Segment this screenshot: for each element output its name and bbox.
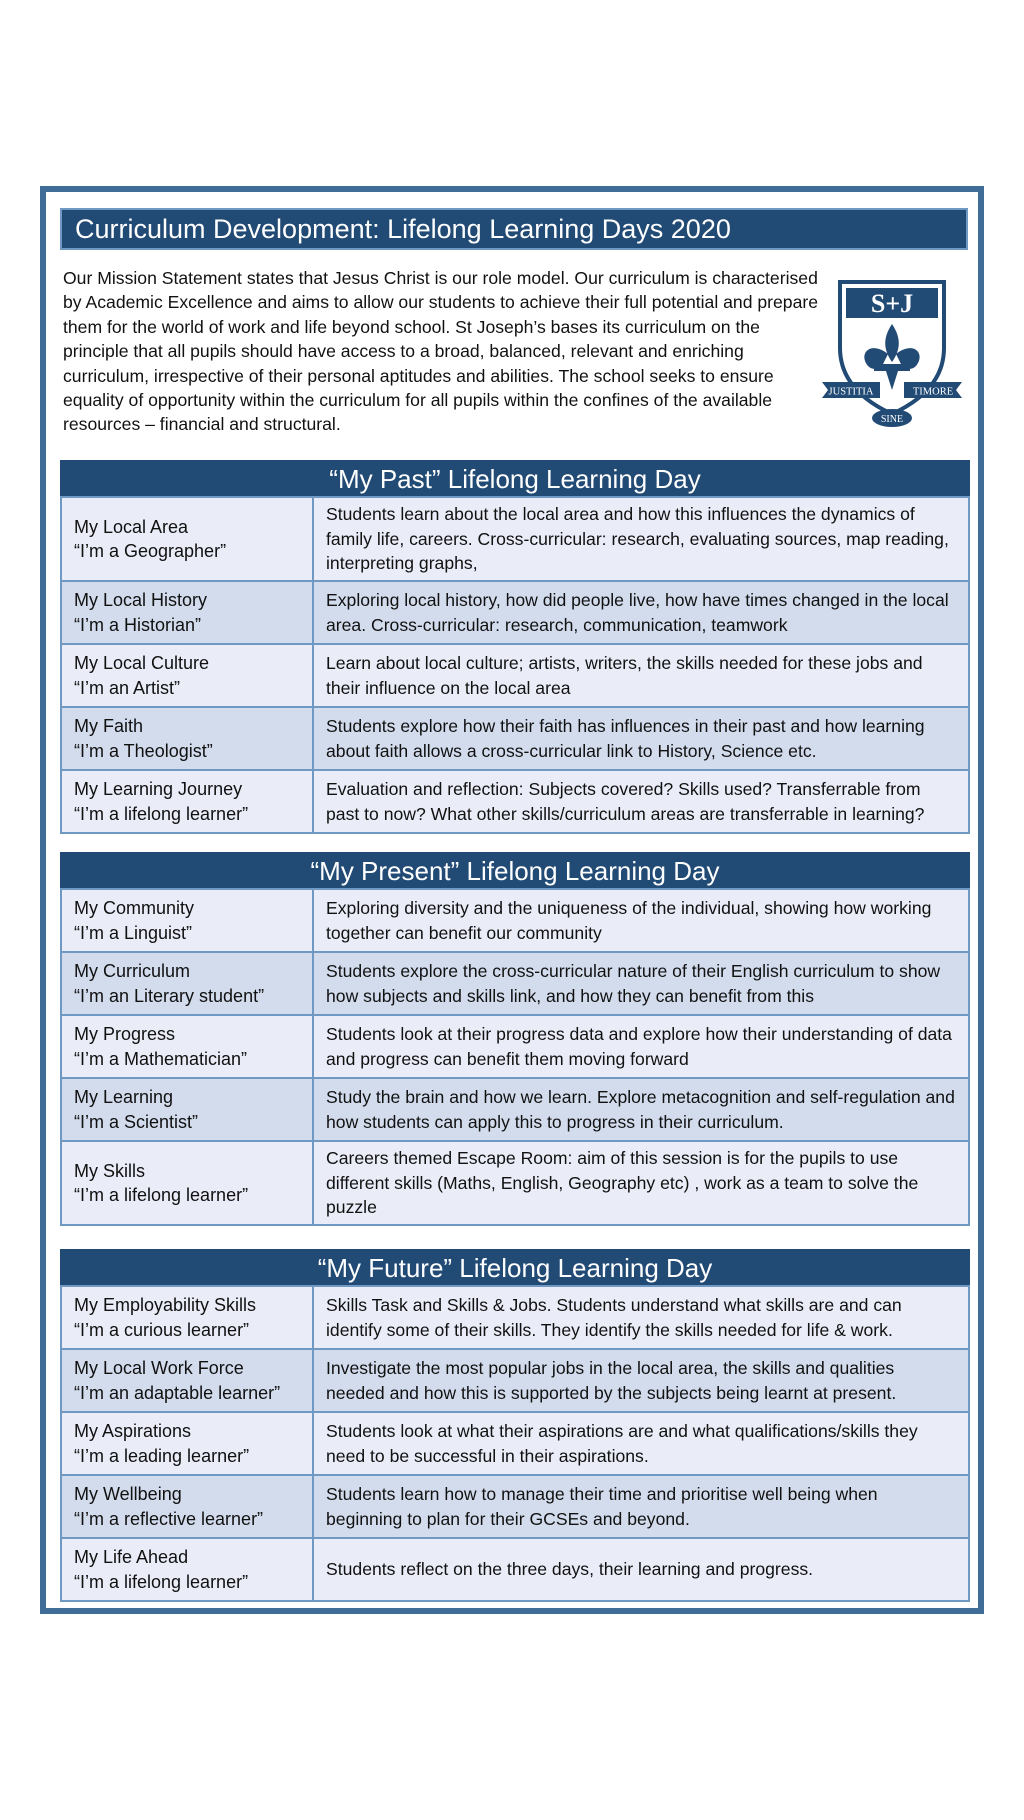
row-label: My Local Work Force “I’m an adaptable learner” [61, 1349, 313, 1412]
table-row [61, 952, 969, 1015]
table-row [61, 1078, 969, 1141]
table-row [61, 1475, 969, 1538]
section-heading: “My Future” Lifelong Learning Day [60, 1249, 970, 1285]
row-label: My Local Culture “I’m an Artist” [61, 644, 313, 707]
mission-statement: Our Mission Statement states that Jesus Christ is our role model. Our curriculum is characterised by Academic Excellence and aims to allow our students to achieve their full potential and prepare them for the world of work and life beyond school. St Joseph’s bases its curriculum on the principle that all pupils should have access to a broad, balanced, relevant and enriching curriculum, irrespective of their personal aptitudes and abilities. The school seeks to ensure equality of opportunity within the curriculum for all pupils within the confines of the available resources – financial and structural. [63, 268, 819, 435]
row-description: Investigate the most popular jobs in the local area, the skills and qualities needed and how this is supported by the subjects being learnt at present. [313, 1349, 969, 1412]
row-description: Students look at what their aspirations are and what qualifications/skills they need to be successful in their aspirations. [313, 1412, 969, 1475]
crest-motto-right: TIMORE [912, 386, 954, 398]
table-row [61, 1141, 969, 1225]
section-table [60, 496, 970, 834]
row-label: My Employability Skills “I’m a curious learner” [61, 1286, 313, 1349]
section-table [60, 888, 970, 1226]
table-row [61, 707, 969, 770]
row-description: Students look at their progress data and explore how their understanding of data and progress can benefit them moving forward [313, 1015, 969, 1078]
row-label: My Faith “I’m a Theologist” [61, 707, 313, 770]
document-frame [40, 186, 984, 1614]
row-description: Evaluation and reflection: Subjects covered? Skills used? Transferrable from past to now? What other skills/curriculum areas are transferrable in learning? [313, 770, 969, 833]
crest-motto-bottom: SINE [880, 414, 904, 425]
row-description: Learn about local culture; artists, writers, the skills needed for these jobs and their influence on the local area [313, 644, 969, 707]
table-row [61, 1538, 969, 1601]
row-label: My Community “I’m a Linguist” [61, 889, 313, 952]
row-label: My Wellbeing “I’m a reflective learner” [61, 1475, 313, 1538]
table-row [61, 1015, 969, 1078]
section-table [60, 1285, 970, 1602]
row-label: My Aspirations “I’m a leading learner” [61, 1412, 313, 1475]
table-row [61, 1412, 969, 1475]
table-row [61, 1286, 969, 1349]
page-title: Curriculum Development: Lifelong Learning Days 2020 [60, 208, 968, 250]
row-description: Students explore the cross-curricular nature of their English curriculum to show how subjects and skills link, and how they can benefit from this [313, 952, 969, 1015]
row-description: Skills Task and Skills & Jobs. Students understand what skills are and can identify some of their skills. They identify the skills needed for life & work. [313, 1286, 969, 1349]
table-row [61, 1349, 969, 1412]
row-label: My Curriculum “I’m an Literary student” [61, 952, 313, 1015]
row-label: My Life Ahead “I’m a lifelong learner” [61, 1538, 313, 1601]
table-row [61, 889, 969, 952]
school-crest-logo [820, 270, 964, 432]
row-label: My Learning “I’m a Scientist” [61, 1078, 313, 1141]
crest-motto-left: JUSTITIA [828, 386, 874, 398]
row-label: My Local Area “I’m a Geographer” [61, 497, 313, 581]
section-heading: “My Past” Lifelong Learning Day [60, 460, 970, 496]
table-row [61, 497, 969, 581]
table-row [61, 644, 969, 707]
row-description: Exploring diversity and the uniqueness of the individual, showing how working together can benefit our community [313, 889, 969, 952]
section-my-future [60, 1249, 970, 1602]
table-row [61, 581, 969, 644]
section-my-present [60, 852, 970, 1226]
row-description: Students learn about the local area and how this influences the dynamics of family life, careers. Cross-curricular: research, evaluating sources, map reading, interpreting graphs, [313, 497, 969, 581]
section-my-past [60, 460, 970, 834]
row-description: Study the brain and how we learn. Explore metacognition and self-regulation and how students can apply this to progress in their curriculum. [313, 1078, 969, 1141]
row-description: Students explore how their faith has influences in their past and how learning about faith allows a cross-curricular link to History, Science etc. [313, 707, 969, 770]
row-label: My Progress “I’m a Mathematician” [61, 1015, 313, 1078]
section-heading: “My Present” Lifelong Learning Day [60, 852, 970, 888]
row-description: Exploring local history, how did people live, how have times changed in the local area. Cross-curricular: research, communication, teamwork [313, 581, 969, 644]
crest-letters: S+J [870, 289, 914, 318]
row-description: Students learn how to manage their time and prioritise well being when beginning to plan for their GCSEs and beyond. [313, 1475, 969, 1538]
table-row [61, 770, 969, 833]
row-label: My Skills “I’m a lifelong learner” [61, 1141, 313, 1225]
row-label: My Local History “I’m a Historian” [61, 581, 313, 644]
row-description: Students reflect on the three days, their learning and progress. [313, 1538, 969, 1601]
row-label: My Learning Journey “I’m a lifelong learner” [61, 770, 313, 833]
row-description: Careers themed Escape Room: aim of this session is for the pupils to use different skills (Maths, English, Geography etc) , work as a team to solve the puzzle [313, 1141, 969, 1225]
